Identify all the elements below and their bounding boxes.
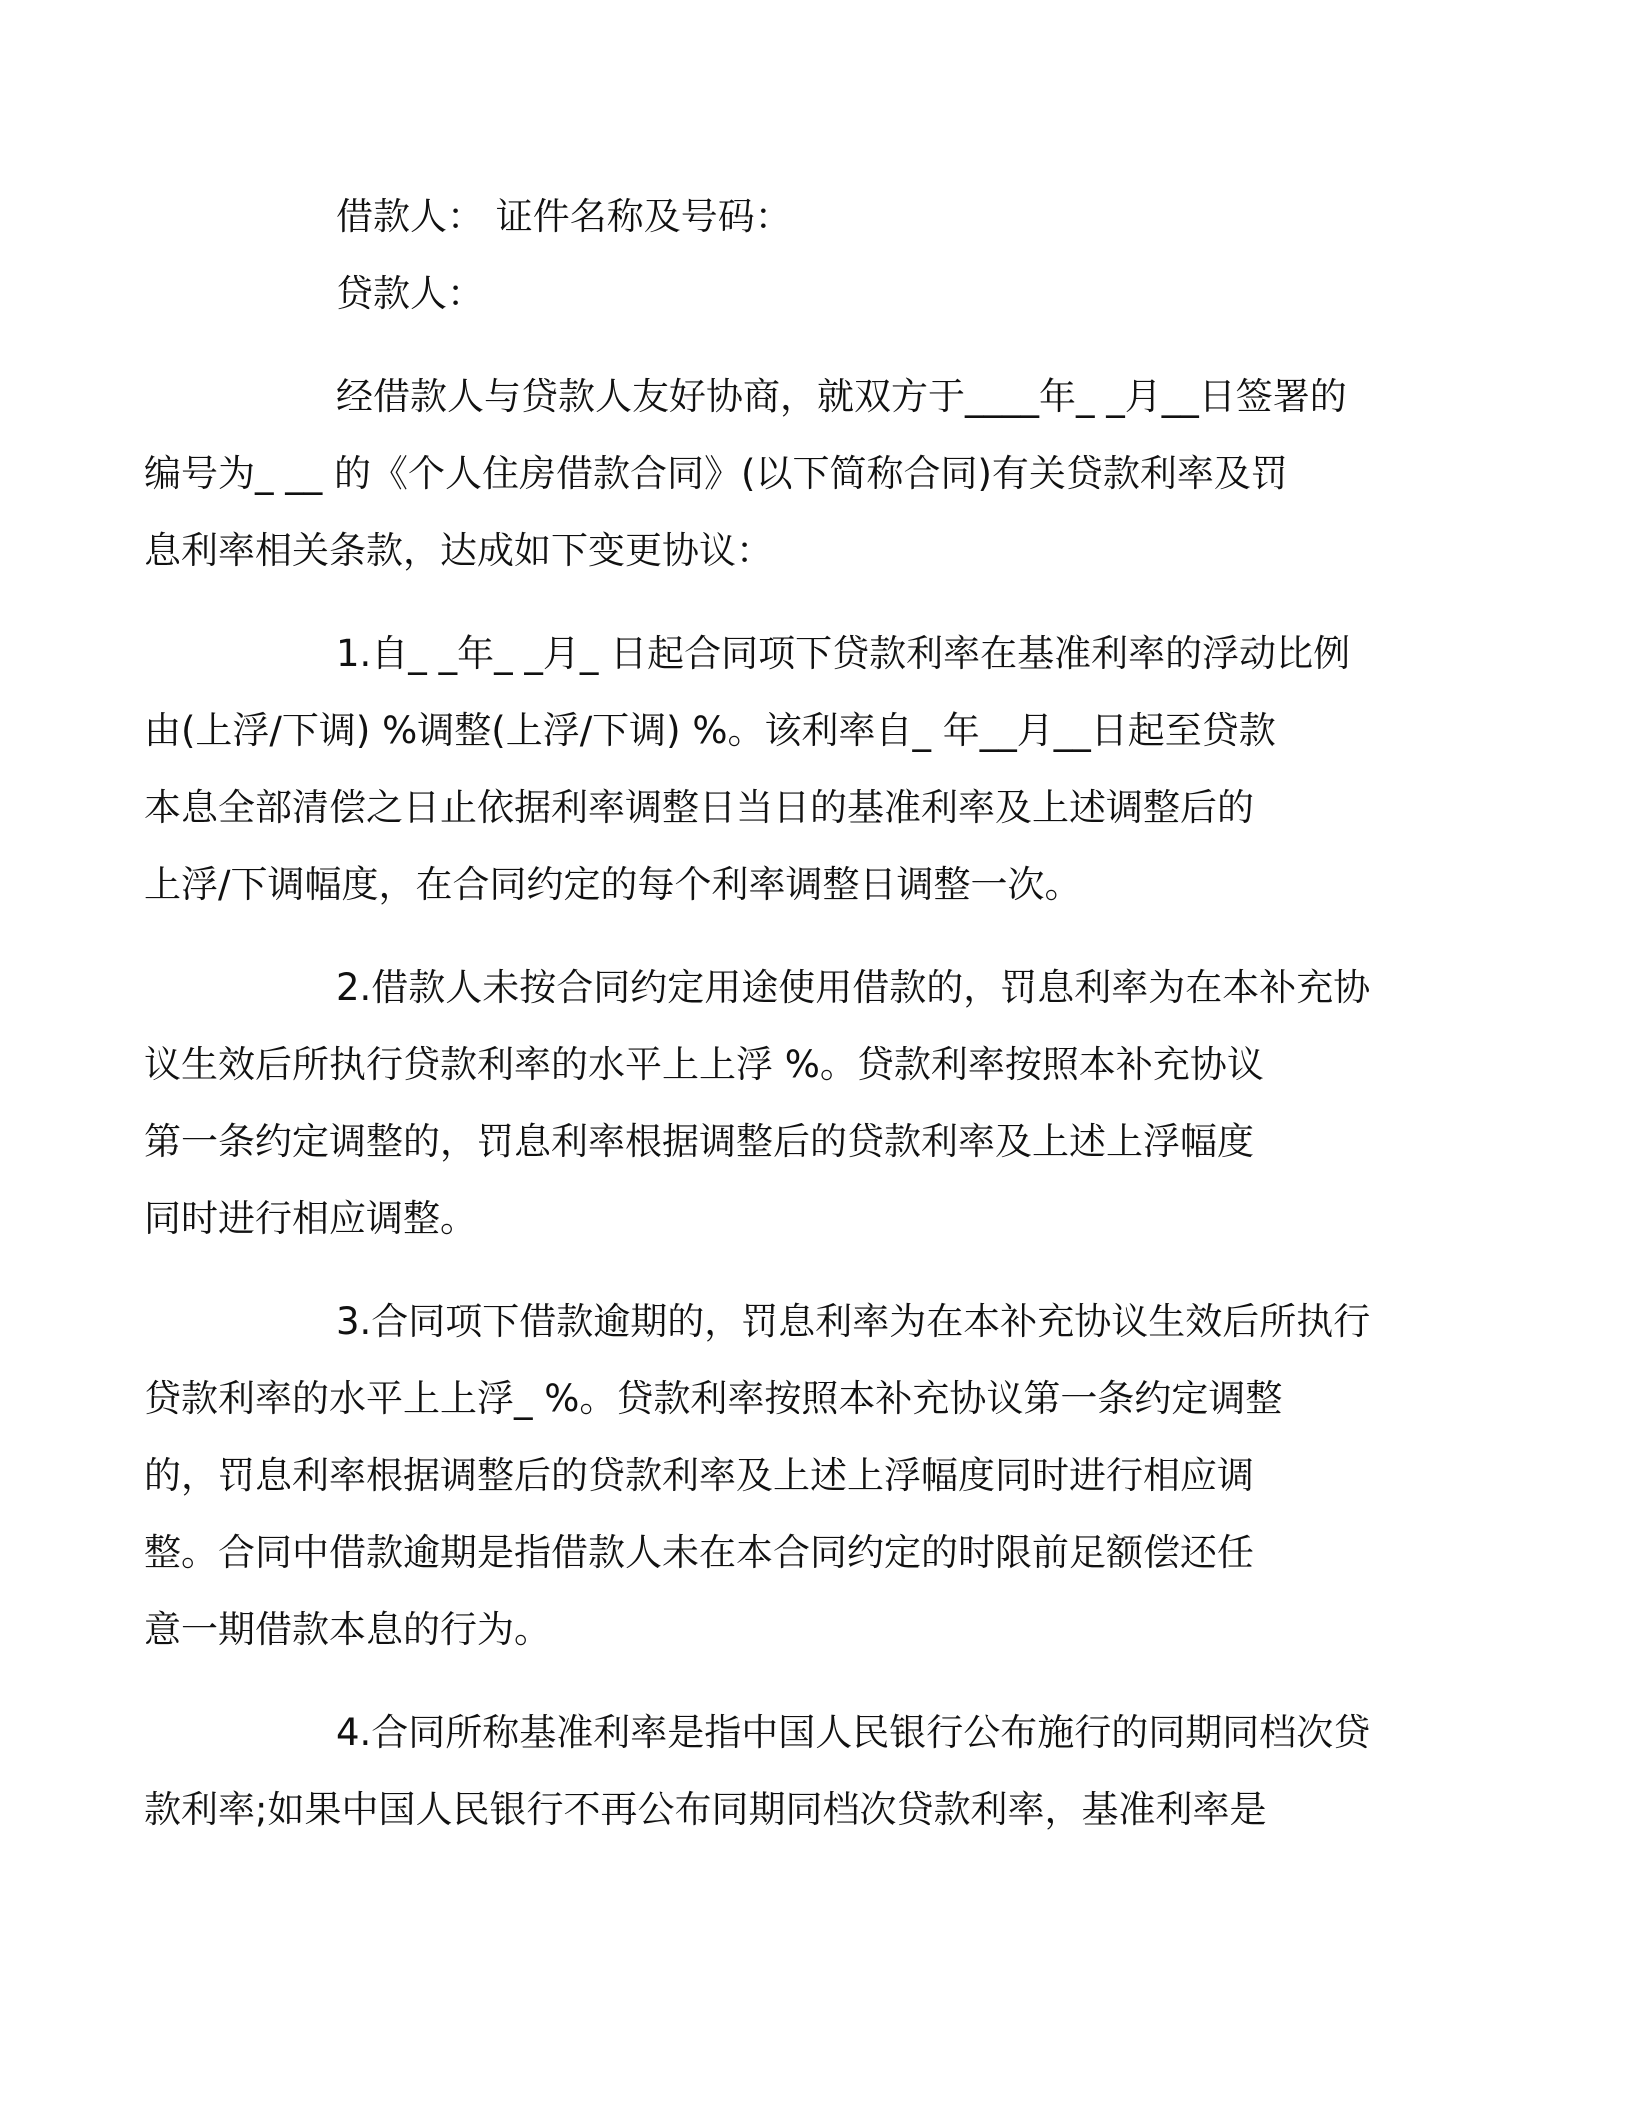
lender-line <box>240 255 1390 332</box>
paragraph-intro <box>144 358 1390 589</box>
text-line: 议生效后所执行贷款利率的水平上上浮 %。贷款利率按照本补充协议 <box>144 1043 1264 1086</box>
text-line: 本息全部清偿之日止依据利率调整日当日的基准利率及上述调整后的 <box>144 786 1254 829</box>
text-line: 的，罚息利率根据调整后的贷款利率及上述上浮幅度同时进行相应调 <box>144 1454 1254 1497</box>
clause-4 <box>144 1694 1390 1848</box>
clause-1 <box>144 615 1390 923</box>
text-line: 经借款人与贷款人友好协商，就双方于____年_ _月__日签署的 <box>336 375 1347 418</box>
text-line: 借款人： 证件名称及号码： <box>336 195 792 238</box>
text-line: 息利率相关条款，达成如下变更协议： <box>144 529 773 572</box>
text-line: 贷款利率的水平上上浮_ %。贷款利率按照本补充协议第一条约定调整 <box>144 1377 1283 1420</box>
text-line: 3.合同项下借款逾期的，罚息利率为在本补充协议生效后所执行 <box>336 1300 1371 1343</box>
text-line: 4.合同所称基准利率是指中国人民银行公布施行的同期同档次贷 <box>336 1711 1371 1754</box>
text-line: 整。合同中借款逾期是指借款人未在本合同约定的时限前足额偿还任 <box>144 1531 1254 1574</box>
text-line: 1.自_ _年_ _月_ 日起合同项下贷款利率在基准利率的浮动比例 <box>336 632 1351 675</box>
text-line: 同时进行相应调整。 <box>144 1197 477 1240</box>
text-line: 由(上浮/下调) %调整(上浮/下调) %。该利率自_ 年__月__日起至贷款 <box>144 709 1276 752</box>
text-line: 2.借款人未按合同约定用途使用借款的，罚息利率为在本补充协 <box>336 966 1371 1009</box>
text-line: 意一期借款本息的行为。 <box>144 1608 551 1651</box>
clause-2 <box>144 949 1390 1257</box>
clause-3 <box>144 1283 1390 1668</box>
text-line: 第一条约定调整的，罚息利率根据调整后的贷款利率及上述上浮幅度 <box>144 1120 1254 1163</box>
text-line: 编号为_ __ 的《个人住房借款合同》(以下简称合同)有关贷款利率及罚 <box>144 452 1288 495</box>
document-body <box>144 178 1390 1848</box>
text-line: 上浮/下调幅度，在合同约定的每个利率调整日调整一次。 <box>144 863 1082 906</box>
text-line: 贷款人： <box>336 272 484 315</box>
borrower-line <box>240 178 1390 255</box>
text-line: 款利率;如果中国人民银行不再公布同期同档次贷款利率，基准利率是 <box>144 1788 1267 1831</box>
